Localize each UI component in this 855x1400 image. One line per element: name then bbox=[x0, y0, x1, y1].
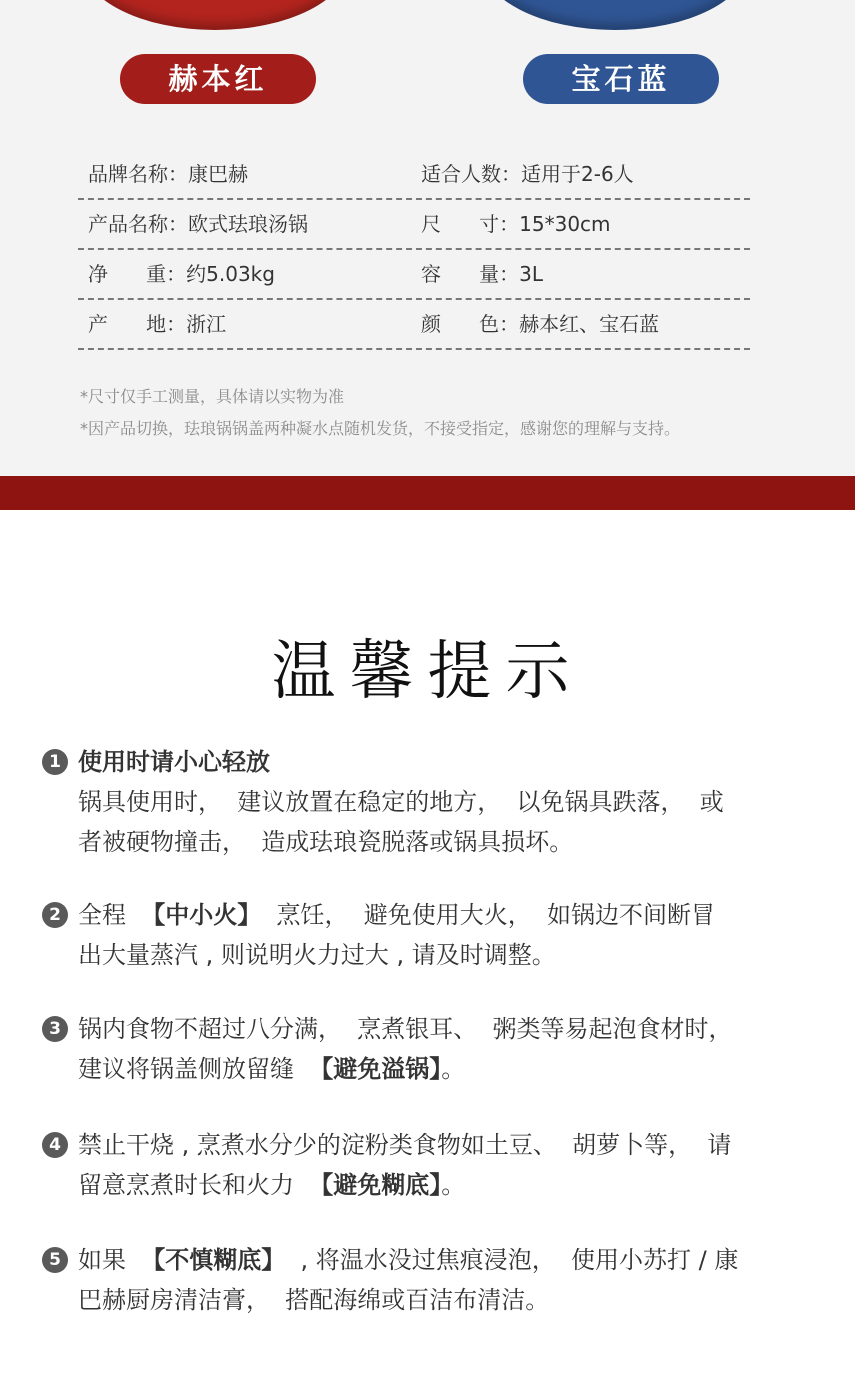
tip-5-keyword: 【不慎糊底】 bbox=[141, 1246, 286, 1274]
number-4-icon: 4 bbox=[42, 1132, 68, 1158]
spec-color: 颜 色：赫本红、宝石蓝 bbox=[421, 312, 660, 336]
spec-people: 适合人数：适用于2-6人 bbox=[421, 162, 634, 186]
divider-band bbox=[0, 476, 855, 510]
tip-5-line-2: 巴赫厨房清洁膏， 搭配海绵或百洁布清洁。 bbox=[78, 1286, 550, 1314]
note-lid: *因产品切换，珐琅锅锅盖两种凝水点随机发货，不接受指定，感谢您的理解与支持。 bbox=[80, 419, 681, 438]
spec-capacity: 容 量：3L bbox=[421, 262, 544, 286]
tip-1-line-2: 者被硬物撞击， 造成珐琅瓷脱落或锅具损坏。 bbox=[78, 828, 574, 856]
red-pot-image bbox=[80, 0, 350, 30]
spec-row bbox=[78, 150, 750, 200]
tip-4-line-1: 禁止干烧 , 烹煮水分少的淀粉类食物如土豆、 胡萝卜等， 请 bbox=[78, 1131, 732, 1159]
spec-product-name: 产品名称：欧式珐琅汤锅 bbox=[88, 212, 308, 236]
spec-brand: 品牌名称：康巴赫 bbox=[88, 162, 248, 186]
tip-4-keyword: 【避免糊底】 bbox=[309, 1171, 442, 1199]
number-1-icon: 1 bbox=[42, 749, 68, 775]
number-2-icon: 2 bbox=[42, 902, 68, 928]
tip-item-2 bbox=[42, 895, 822, 975]
note-size: *尺寸仅手工测量，具体请以实物为准 bbox=[80, 387, 345, 406]
tips-title: 温馨提示 bbox=[271, 635, 584, 709]
spec-row bbox=[78, 250, 750, 300]
tip-3-line-2: 建议将锅盖侧放留缝 【避免溢锅】。 bbox=[78, 1055, 466, 1083]
spec-row bbox=[78, 300, 750, 350]
tip-2-line-2: 出大量蒸汽 , 则说明火力过大 , 请及时调整。 bbox=[78, 941, 556, 969]
spec-size: 尺 寸：15*30cm bbox=[421, 212, 611, 236]
product-spec-section bbox=[0, 0, 855, 476]
spec-origin: 产 地：浙江 bbox=[88, 312, 227, 336]
blue-pot-image bbox=[480, 0, 750, 30]
color-label-red: 赫本红 bbox=[120, 54, 316, 104]
tip-1-title: 使用时请小心轻放 bbox=[78, 748, 270, 776]
tip-item-1 bbox=[42, 742, 822, 862]
number-5-icon: 5 bbox=[42, 1247, 68, 1273]
tip-5-line-1: 如果 【不慎糊底】 , 将温水没过焦痕浸泡， 使用小苏打 / 康 bbox=[78, 1246, 739, 1274]
tip-4-line-2: 留意烹煮时长和火力 【避免糊底】。 bbox=[78, 1171, 466, 1199]
tip-item-3 bbox=[42, 1009, 822, 1089]
spec-weight: 净 重：约5.03kg bbox=[88, 262, 275, 286]
tip-3-line-1: 锅内食物不超过八分满， 烹煮银耳、 粥类等易起泡食材时， bbox=[78, 1015, 733, 1043]
tip-2-line-1: 全程 【中小火】 烹饪， 避免使用大火， 如锅边不间断冒 bbox=[78, 901, 716, 929]
tip-2-keyword: 【中小火】 bbox=[141, 901, 262, 929]
spec-row bbox=[78, 200, 750, 250]
color-label-blue: 宝石蓝 bbox=[523, 54, 719, 104]
number-3-icon: 3 bbox=[42, 1016, 68, 1042]
tip-item-4 bbox=[42, 1125, 822, 1205]
tip-3-keyword: 【避免溢锅】 bbox=[309, 1055, 442, 1083]
tip-1-line-1: 锅具使用时， 建议放置在稳定的地方， 以免锅具跌落， 或 bbox=[78, 788, 724, 816]
tip-item-5 bbox=[42, 1240, 822, 1320]
